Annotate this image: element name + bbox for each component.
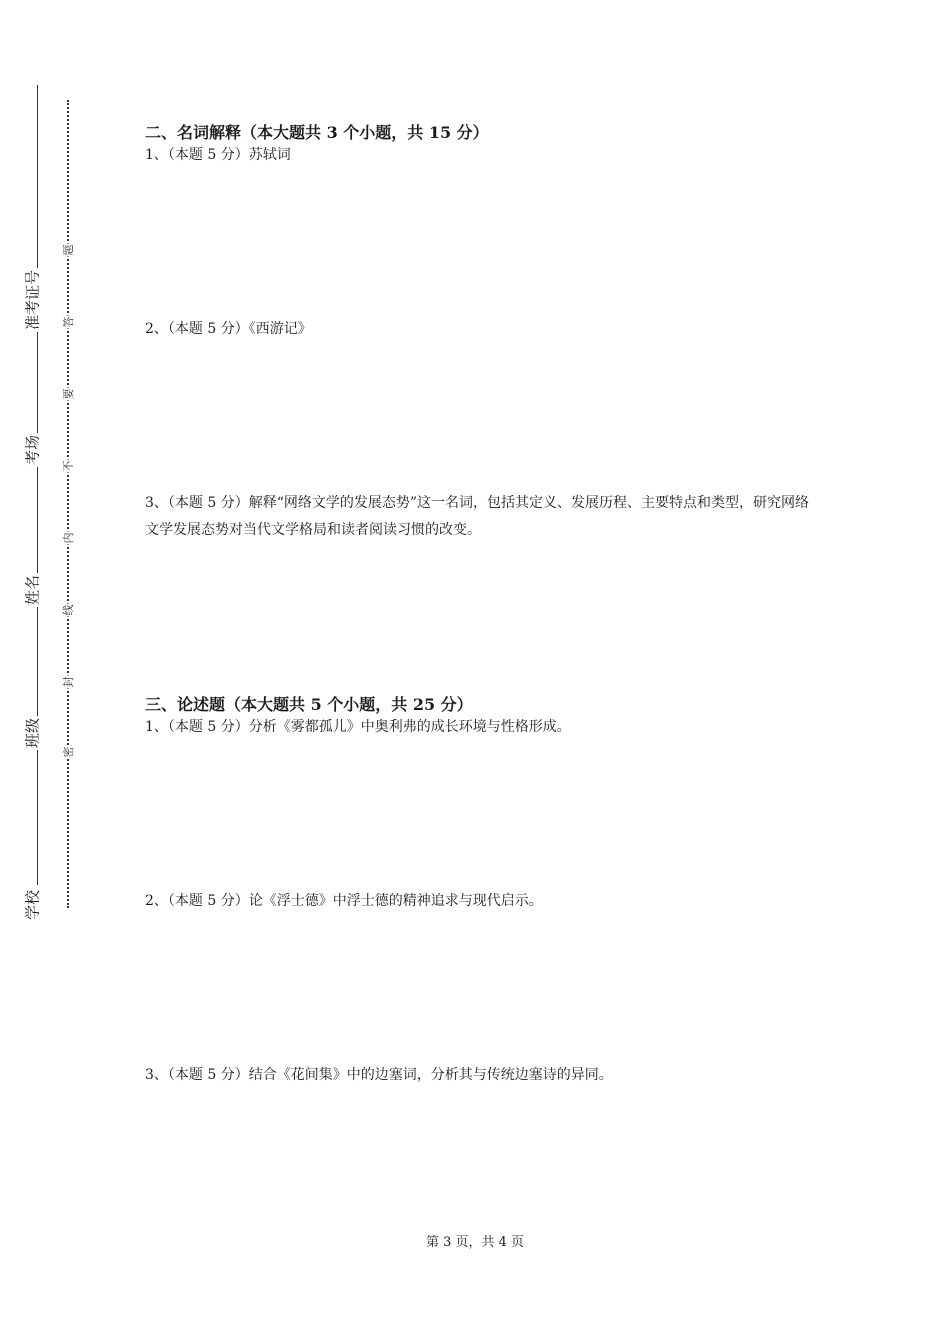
question-item: 2、（本题 5 分）论《浮士德》中浮士德的精神追求与现代启示。 xyxy=(145,893,543,909)
binding-line xyxy=(37,85,38,885)
seal-dotted-line xyxy=(67,100,69,908)
question-item: 3、（本题 5 分）结合《花间集》中的边塞词，分析其与传统边塞诗的异同。 xyxy=(145,1067,613,1083)
section-title-definitions: 二、名词解释（本大题共 3 个小题，共 15 分） xyxy=(145,123,489,142)
question-item: 2、（本题 5 分）《西游记》 xyxy=(145,321,312,337)
question-item: 1、（本题 5 分）苏轼词 xyxy=(145,147,291,163)
section-title-essays: 三、论述题（本大题共 5 个小题，共 25 分） xyxy=(145,695,473,714)
page-number: 第 3 页，共 4 页 xyxy=(425,1235,525,1250)
question-item: 3、（本题 5 分）解释“网络文学的发展态势”这一名词，包括其定义、发展历程、主要特点和类型，研究网络文学发展态势对当代文学格局和读者阅读习惯的改变。 xyxy=(145,495,810,538)
question-item: 1、（本题 5 分）分析《雾都孤儿》中奥利弗的成长环境与性格形成。 xyxy=(145,719,571,735)
